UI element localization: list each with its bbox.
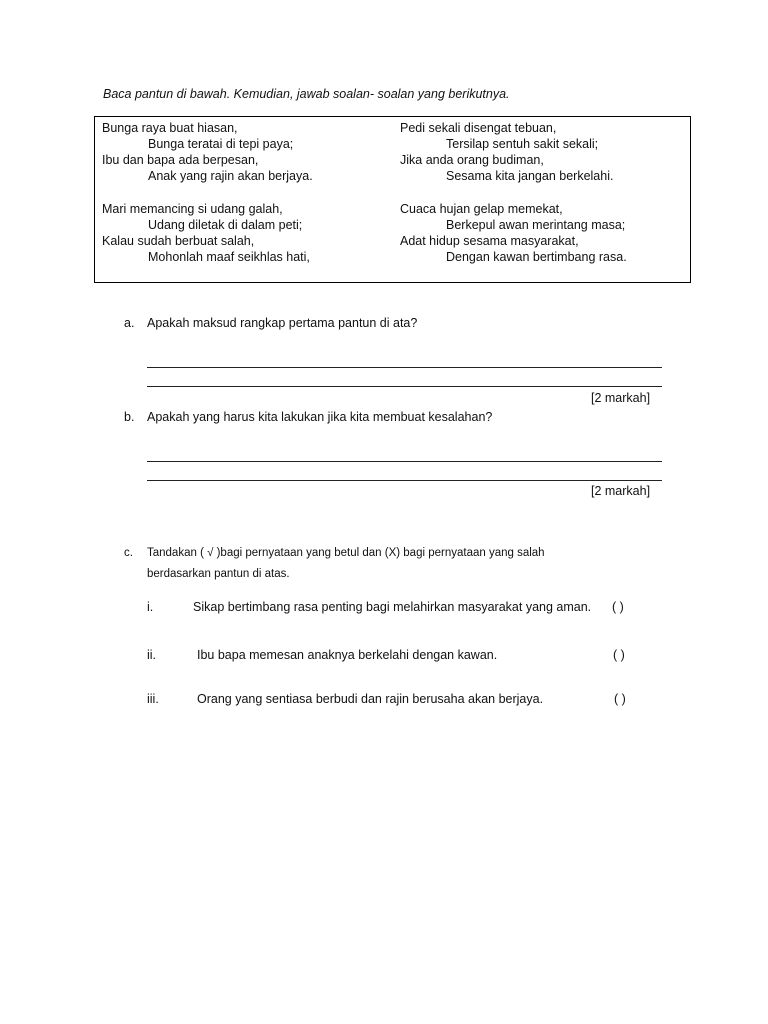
pantun-line: Tersilap sentuh sakit sekali; bbox=[446, 137, 599, 151]
pantun-line: Adat hidup sesama masyarakat, bbox=[400, 234, 579, 248]
question-a-label: a. bbox=[124, 316, 135, 330]
instruction: Baca pantun di bawah. Kemudian, jawab soalan- soalan yang berikutnya. bbox=[103, 87, 510, 101]
statement-num: i. bbox=[147, 600, 154, 614]
pantun-line: Kalau sudah berbuat salah, bbox=[102, 234, 255, 248]
question-b-text: Apakah yang harus kita lakukan jika kita membuat kesalahan? bbox=[147, 410, 493, 424]
pantun-line: Pedi sekali disengat tebuan, bbox=[400, 121, 557, 135]
answer-line-a1[interactable] bbox=[147, 367, 662, 368]
pantun-line: Jika anda orang budiman, bbox=[400, 153, 544, 167]
pantun-line: Bunga raya buat hiasan, bbox=[102, 121, 238, 135]
tick-box[interactable]: ( ) bbox=[614, 692, 626, 706]
statement-num: iii. bbox=[147, 692, 159, 706]
pantun-line: Bunga teratai di tepi paya; bbox=[148, 137, 294, 151]
pantun-line: Dengan kawan bertimbang rasa. bbox=[446, 250, 627, 264]
statement-num: ii. bbox=[147, 648, 157, 662]
answer-line-b2[interactable] bbox=[147, 480, 662, 481]
question-a-text: Apakah maksud rangkap pertama pantun di ata? bbox=[147, 316, 418, 330]
tick-box[interactable]: ( ) bbox=[612, 600, 624, 614]
pantun-line: Cuaca hujan gelap memekat, bbox=[400, 202, 563, 216]
question-c-text-cont: berdasarkan pantun di atas. bbox=[147, 568, 290, 580]
statement-text: Ibu bapa memesan anaknya berkelahi dengan kawan. bbox=[197, 648, 498, 662]
pantun-line: Mohonlah maaf seikhlas hati, bbox=[148, 250, 310, 264]
statement-text: Sikap bertimbang rasa penting bagi melahirkan masyarakat yang aman. bbox=[193, 600, 592, 614]
pantun-line: Sesama kita jangan berkelahi. bbox=[446, 169, 614, 183]
pantun-line: Berkepul awan merintang masa; bbox=[446, 218, 626, 232]
statement-text: Orang yang sentiasa berbudi dan rajin berusaha akan berjaya. bbox=[197, 692, 544, 706]
marks-b: [2 markah] bbox=[591, 484, 651, 498]
pantun-line: Anak yang rajin akan berjaya. bbox=[148, 169, 313, 183]
tick-box[interactable]: ( ) bbox=[613, 648, 625, 662]
answer-line-b1[interactable] bbox=[147, 461, 662, 462]
pantun-line: Ibu dan bapa ada berpesan, bbox=[102, 153, 259, 167]
question-c-text: Tandakan ( √ )bagi pernyataan yang betul dan (X) bagi pernyataan yang salah bbox=[147, 547, 545, 559]
pantun-line: Mari memancing si udang galah, bbox=[102, 202, 283, 216]
answer-line-a2[interactable] bbox=[147, 386, 662, 387]
question-b-label: b. bbox=[124, 410, 135, 424]
question-c-label: c. bbox=[124, 547, 133, 559]
pantun-line: Udang diletak di dalam peti; bbox=[148, 218, 303, 232]
marks-a: [2 markah] bbox=[591, 391, 651, 405]
